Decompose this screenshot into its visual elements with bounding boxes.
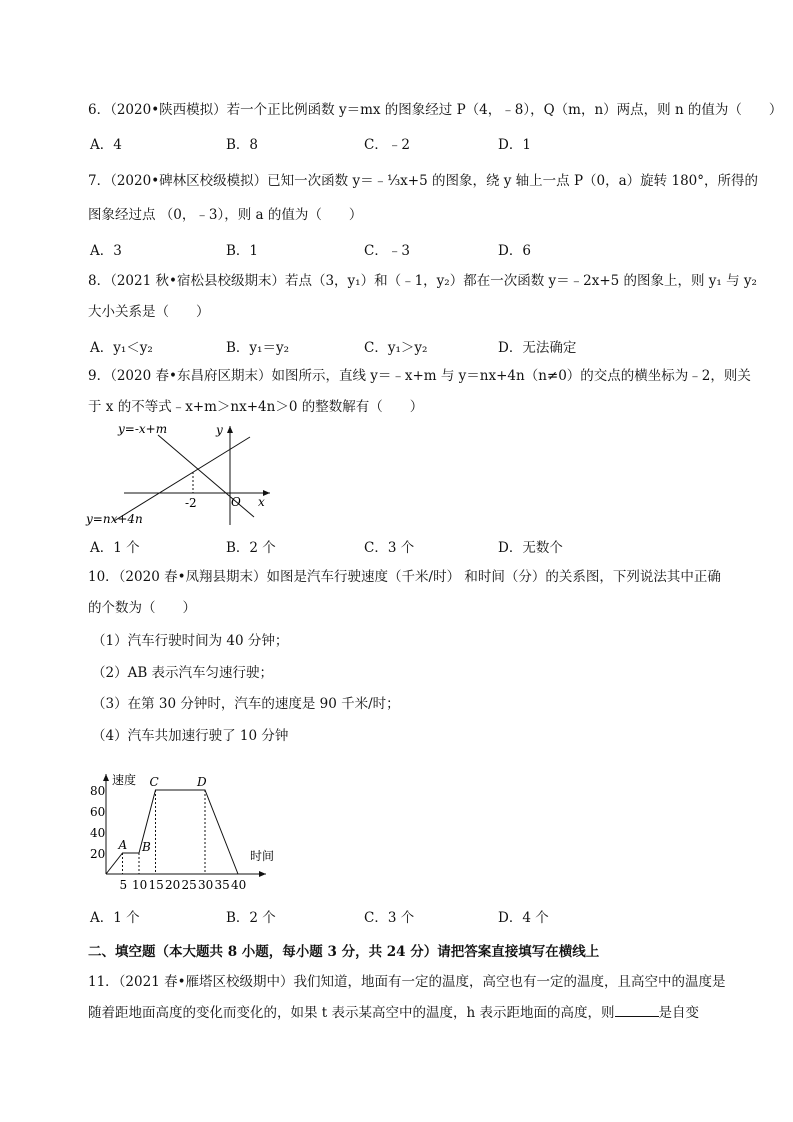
q11-answer-blank[interactable] xyxy=(615,1002,659,1017)
q8-stem-line2: 大小关系是（ ） xyxy=(88,304,210,320)
q9-label-line-neg: y=-x+m xyxy=(118,422,168,436)
q7-option-d: D．6 xyxy=(498,243,531,259)
q10-statement-1: （1）汽车行驶时间为 40 分钟； xyxy=(92,633,289,649)
q10-point-label-C: C xyxy=(149,775,159,789)
q10-point-label-D: D xyxy=(197,775,207,789)
q9-figure xyxy=(84,418,284,530)
q10-series-line xyxy=(106,790,238,874)
q9-label-origin: O xyxy=(231,495,241,509)
q10-speed-time-chart xyxy=(84,756,284,896)
q10-options xyxy=(90,906,730,926)
q8-option-d: D．无法确定 xyxy=(498,340,577,356)
q11-stem-line2-b: 是自变 xyxy=(658,1005,699,1021)
q9-label-y: y xyxy=(216,423,223,437)
q9-stem-line1: 9．（2020 春•东昌府区期末）如图所示，直线 y＝﹣x+m 与 y＝nx+4n（n≠0）的交点的横坐标为﹣2，则关 xyxy=(88,368,751,384)
q10-y-tick-40: 40 xyxy=(90,826,106,840)
q10-x-tick-20: 20 xyxy=(165,878,181,892)
q9-label-line-pos: y=nx+4n xyxy=(86,512,143,526)
q8-option-c: C．y₁＞y₂ xyxy=(364,340,428,356)
section2-heading: 二、填空题（本大题共 8 小题，每小题 3 分，共 24 分）请把答案直接填写在横线上 xyxy=(88,944,600,960)
q10-stem-line2: 的个数为（ ） xyxy=(88,600,196,616)
q10-y-tick-20: 20 xyxy=(90,847,106,861)
q10-stem-line1: 10．（2020 春•凤翔县期末）如图是汽车行驶速度（千米/时） 和时间（分）的关系图，下列说法其中正确 xyxy=(88,569,721,585)
q6-stem: 6．（2020•陕西模拟）若一个正比例函数 y＝mx 的图象经过 P（4，﹣8），Q（m，n）两点，则 n 的值为（ ） xyxy=(88,102,783,118)
q10-y-tick-80: 80 xyxy=(90,784,106,798)
q10-x-axis-label: 时间 xyxy=(250,849,275,863)
q7-options xyxy=(90,239,730,259)
q6-options xyxy=(90,133,730,153)
q10-x-tick-35: 35 xyxy=(214,878,230,892)
q10-x-tick-40: 40 xyxy=(231,878,247,892)
q10-x-tick-5: 5 xyxy=(119,878,128,892)
q10-option-d: D．4 个 xyxy=(498,910,549,926)
q9-option-c: C．3 个 xyxy=(364,540,415,556)
q6-option-d: D．1 xyxy=(498,137,531,153)
q10-option-c: C．3 个 xyxy=(364,910,415,926)
q11-stem-line2 xyxy=(88,1002,699,1023)
q9-stem-line2: 于 x 的不等式﹣x+m＞nx+4n＞0 的整数解有（ ） xyxy=(88,399,424,415)
q9-options xyxy=(90,536,730,556)
q10-point-label-A: A xyxy=(118,838,128,852)
q11-stem-line1: 11．（2021 春•雁塔区校级期中）我们知道，地面有一定的温度，高空也有一定的温度，且高空中的温度是 xyxy=(88,974,726,990)
q10-statement-4: （4）汽车共加速行驶了 10 分钟 xyxy=(92,728,289,744)
q6-option-c: C．﹣2 xyxy=(364,137,410,153)
q10-statement-2: （2）AB 表示汽车匀速行驶； xyxy=(92,665,274,681)
q10-x-tick-30: 30 xyxy=(198,878,214,892)
q10-option-b: B．2 个 xyxy=(226,910,276,926)
q10-point-label-B: B xyxy=(142,840,151,854)
q11-stem-line2-a: 随着距地面高度的变化而变化的，如果 t 表示某高空中的温度，h 表示距地面的高度，则 xyxy=(88,1005,615,1021)
q9-option-b: B．2 个 xyxy=(226,540,276,556)
q9-option-a: A．1 个 xyxy=(90,540,140,556)
q10-y-axis-label: 速度 xyxy=(112,773,137,787)
q10-y-arrow xyxy=(103,774,109,781)
q9-label-tick: -2 xyxy=(185,496,197,510)
q8-option-a: A．y₁＜y₂ xyxy=(90,340,153,356)
q9-y-arrow xyxy=(227,426,233,433)
q8-option-b: B．y₁＝y₂ xyxy=(226,340,289,356)
q9-option-d: D．无数个 xyxy=(498,540,563,556)
q10-x-arrow xyxy=(259,871,266,877)
q7-stem-line1: 7．（2020•碑林区校级模拟）已知一次函数 y＝﹣⅓x+5 的图象，绕 y 轴上一点 P（0，a）旋转 180°，所得的 xyxy=(88,173,758,189)
q10-x-tick-10: 10 xyxy=(132,878,148,892)
q6-option-a: A．4 xyxy=(90,137,122,153)
q10-statement-3: （3）在第 30 分钟时，汽车的速度是 90 千米/时； xyxy=(92,696,400,712)
q10-x-tick-25: 25 xyxy=(181,878,197,892)
q7-option-c: C．﹣3 xyxy=(364,243,410,259)
q7-stem-line2: 图象经过点 （0，﹣3），则 a 的值为（ ） xyxy=(88,207,363,223)
q8-options xyxy=(90,336,730,356)
q8-stem-line1: 8．（2021 秋•宿松县校级期末）若点（3，y₁）和（﹣1，y₂）都在一次函数 y＝﹣2x+5 的图象上，则 y₁ 与 y₂ xyxy=(88,273,757,289)
q9-label-x: x xyxy=(258,495,265,509)
q10-y-tick-60: 60 xyxy=(90,805,106,819)
q10-option-a: A．1 个 xyxy=(90,910,140,926)
q10-x-tick-15: 15 xyxy=(148,878,164,892)
q6-option-b: B．8 xyxy=(226,137,259,153)
q7-option-b: B．1 xyxy=(226,243,259,259)
q7-option-a: A．3 xyxy=(90,243,122,259)
